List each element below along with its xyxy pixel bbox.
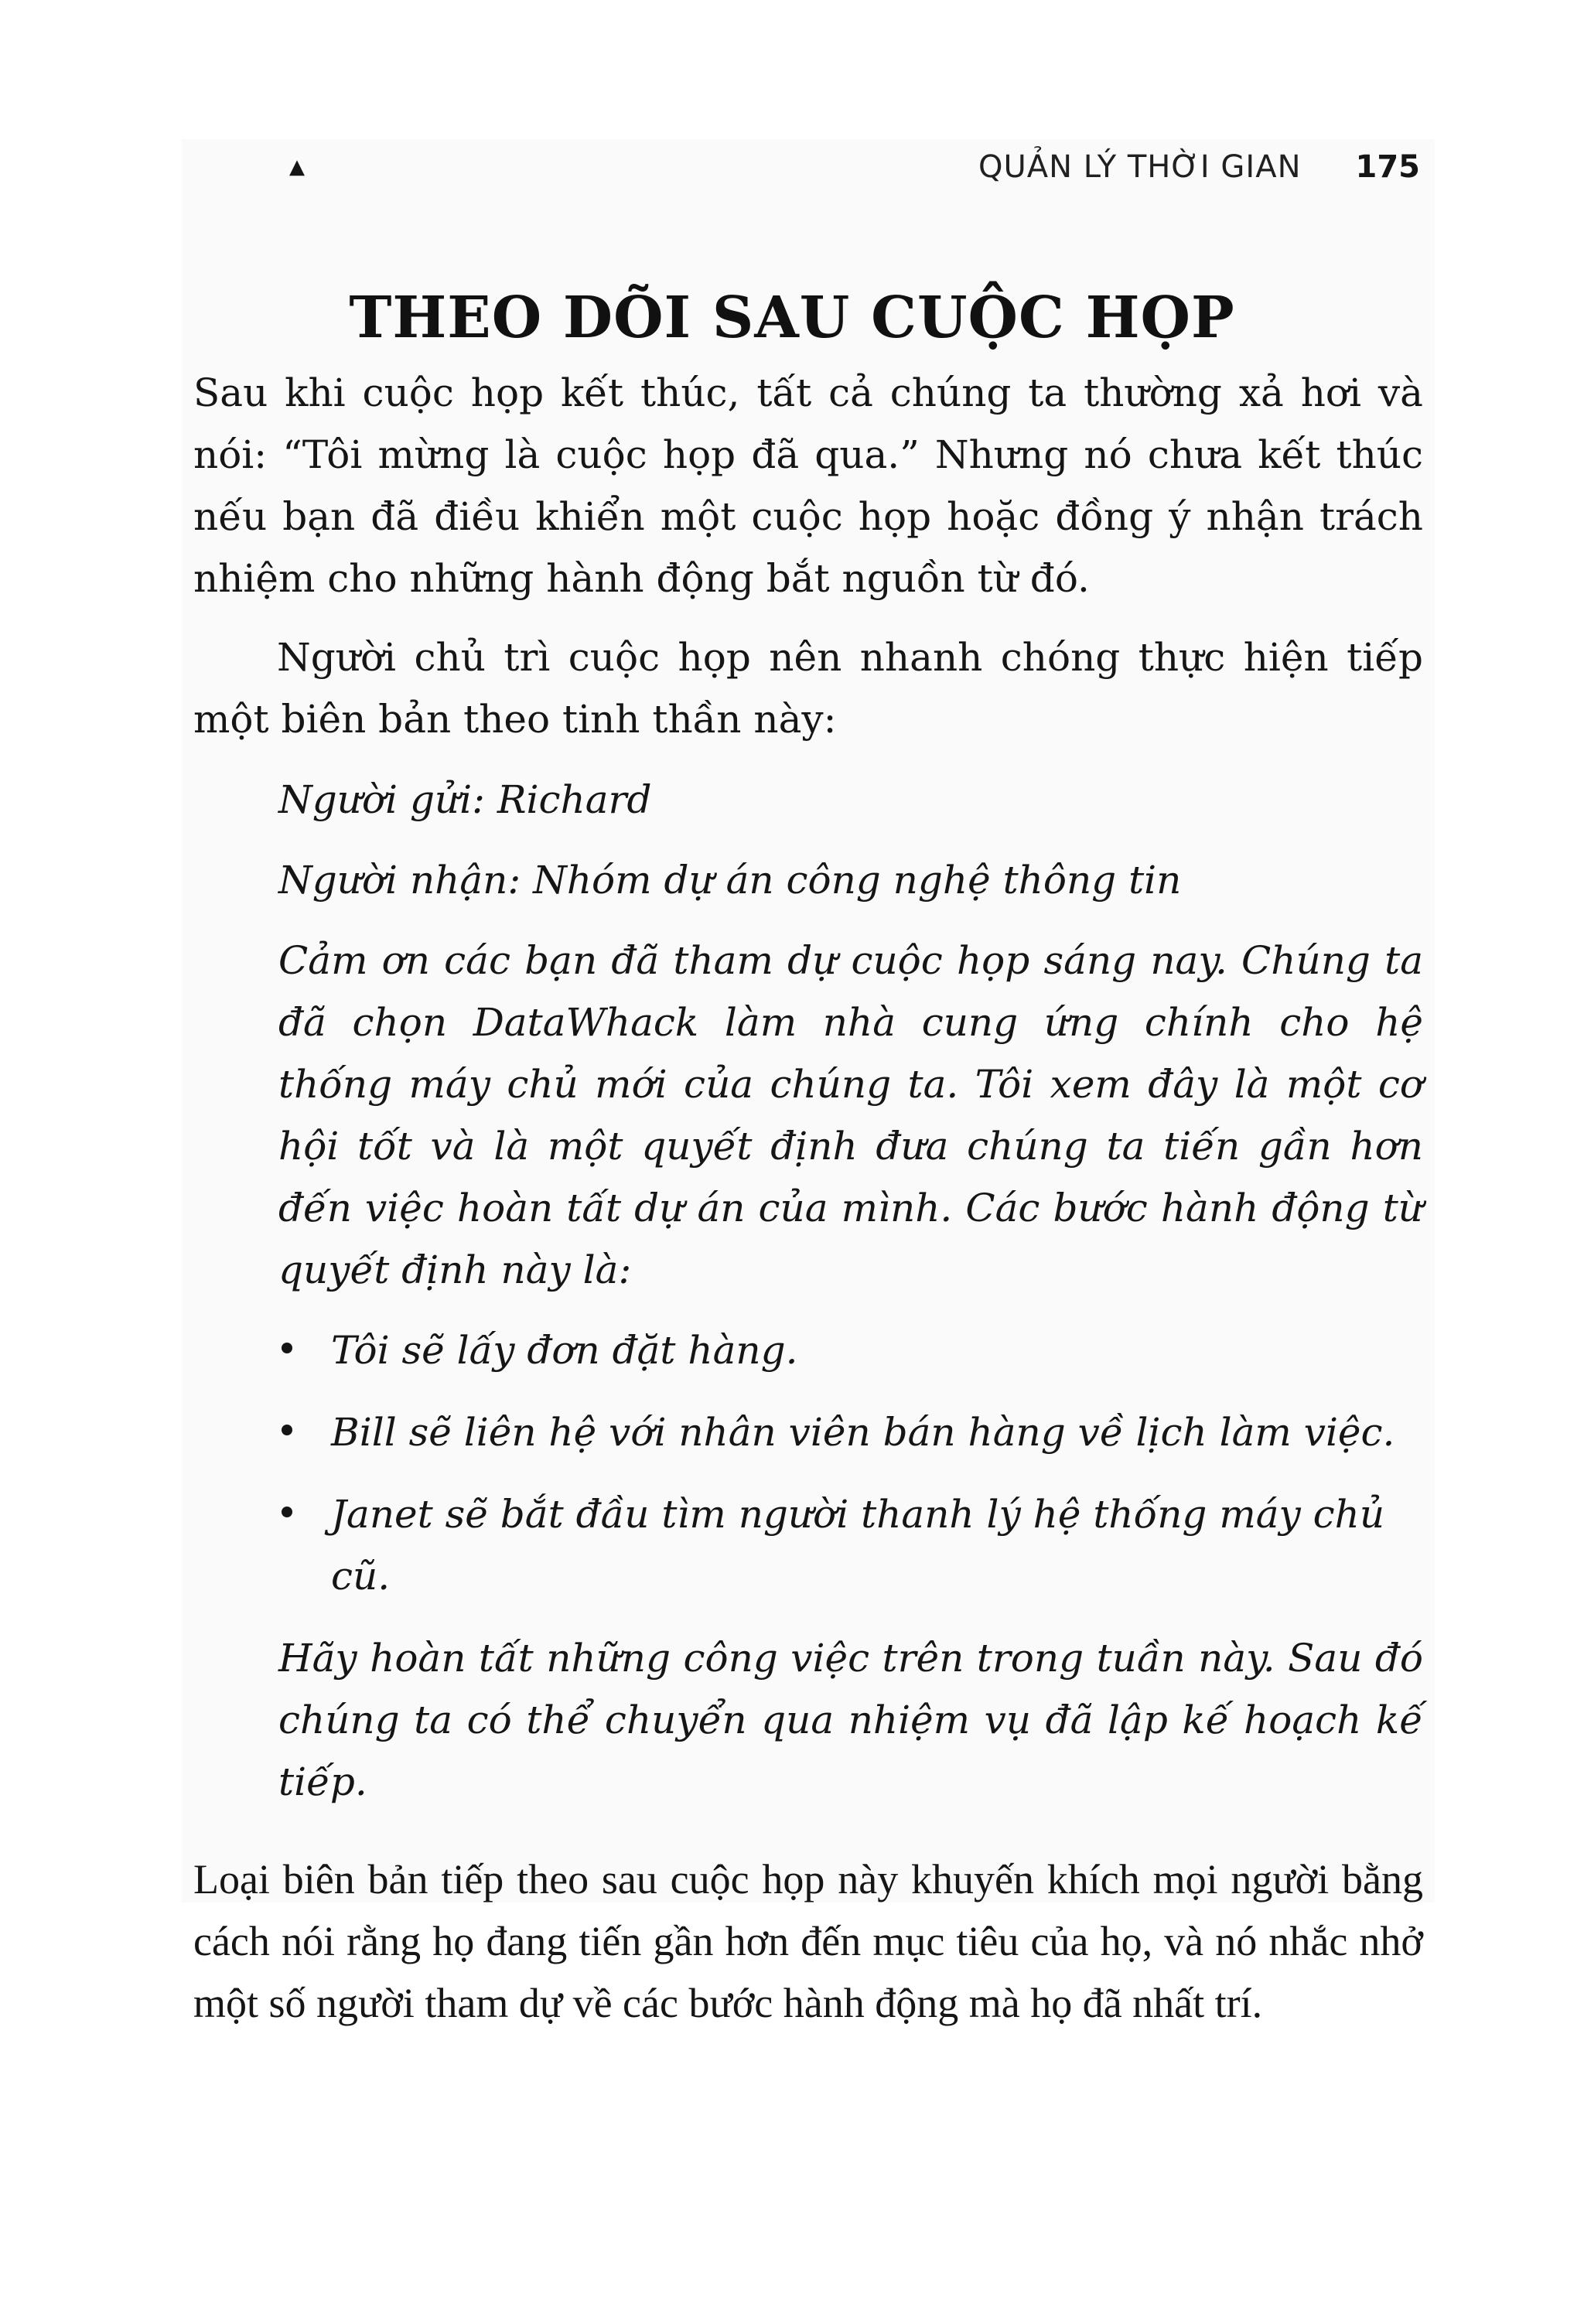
list-item	[278, 1319, 1423, 1381]
action-list	[278, 1319, 1423, 1607]
conclusion-paragraph: Loại biên bản tiếp theo sau cuộc họp này khuyến khích mọi người bằng cách nói rằng họ đang tiến gần hơn đến mục tiêu của họ, và nó nhắc nhở một số người tham dự về các bước hành động mà họ đã nhất trí.	[193, 1856, 1423, 2026]
action-text: Bill sẽ liên hệ với nhân viên bán hàng về lịch làm việc.	[331, 1410, 1395, 1455]
bullet-icon	[282, 1507, 292, 1517]
action-text: Tôi sẽ lấy đơn đặt hàng.	[331, 1328, 798, 1373]
bullet-icon	[282, 1343, 292, 1353]
running-title: QUẢN LÝ THỜI GIAN	[978, 149, 1302, 185]
memo-note: Cảm ơn các bạn đã tham dự cuộc họp sáng nay. Chúng ta đã chọn DataWhack làm nhà cung ứng chính cho hệ thống máy chủ mới của chúng ta. Tôi xem đây là một cơ hội tốt và là một quyết định đưa chúng ta tiến gần hơn đến việc hoàn tất dự án của mình. Các bước hành động từ quyết định này là:	[278, 938, 1423, 1292]
list-item	[278, 1401, 1423, 1463]
intro-paragraph: Sau khi cuộc họp kết thúc, tất cả chúng ta thường xả hơi và nói: “Tôi mừng là cuộc họp đã qua.” Nhưng nó chưa kết thúc nếu bạn đã điều khiển một cuộc họp hoặc đồng ý nhận trách nhiệm cho những hành động bắt nguồn từ đó.	[193, 370, 1423, 601]
header-mark: ▲	[289, 155, 305, 179]
running-header	[289, 147, 1420, 187]
list-item	[278, 1483, 1423, 1607]
body-text	[193, 362, 1423, 2034]
memo-block	[278, 769, 1423, 1813]
memo-receiver: Người nhận: Nhóm dự án công nghệ thông tin	[278, 858, 1182, 903]
memo-sender: Người gửi: Richard	[278, 777, 652, 822]
section-title: THEO DÕI SAU CUỘC HỌP	[349, 284, 1235, 351]
memo-closing: Hãy hoàn tất những công việc trên trong tuần này. Sau đó chúng ta có thể chuyển qua nhiệm vụ đã lập kế hoạch kế tiếp.	[278, 1636, 1423, 1804]
page-number: 175	[1355, 149, 1420, 185]
bullet-icon	[282, 1425, 292, 1435]
action-text: Janet sẽ bắt đầu tìm người thanh lý hệ thống máy chủ cũ.	[331, 1492, 1385, 1599]
lead-paragraph: Người chủ trì cuộc họp nên nhanh chóng thực hiện tiếp một biên bản theo tinh thần này:	[193, 635, 1423, 742]
header-right	[978, 149, 1420, 185]
